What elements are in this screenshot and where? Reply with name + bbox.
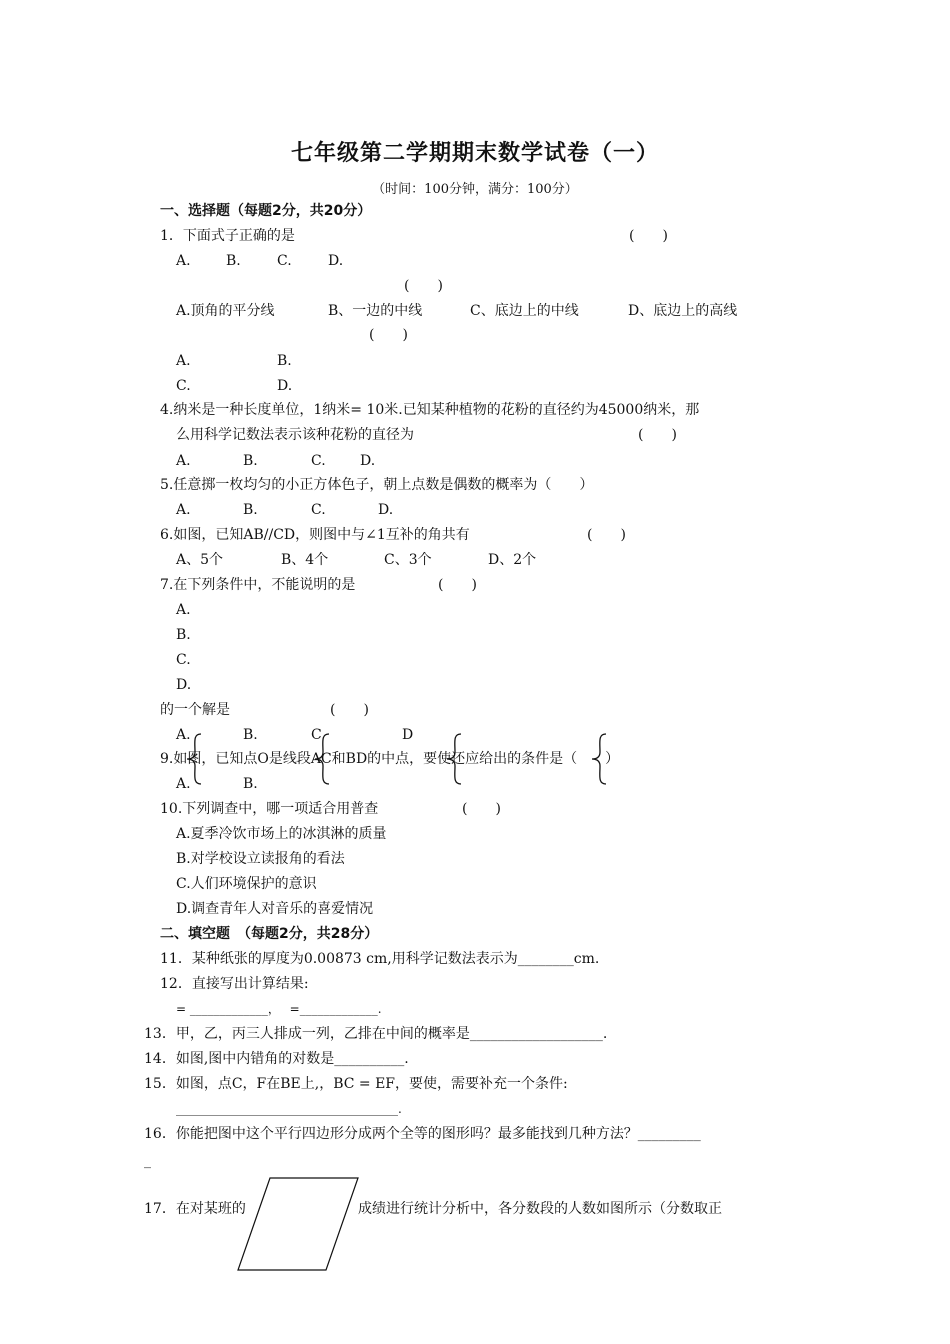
q2-option-c: C、底边上的中线 <box>470 303 579 319</box>
q1-option-a: A. <box>176 253 191 269</box>
q7-stem: 7.在下列条件中，不能说明的是 <box>160 577 356 593</box>
q8-option-d: D <box>402 727 414 743</box>
page-title: 七年级第二学期期末数学试卷（一） <box>290 141 659 166</box>
q15-stem: 15．如图，点C，F在BE上,，BC = EF，要使，需要补充一个条件: <box>144 1076 568 1092</box>
q9-option-a: A. <box>176 776 191 792</box>
parallelogram-figure <box>230 1172 370 1276</box>
q9-stem: 9.如图，已知点O是线段AC和BD的中点，要使还应给出的条件是（ ） <box>160 751 620 767</box>
q8-option-c: C <box>311 727 322 743</box>
q6-option-d: D、2个 <box>488 552 537 568</box>
q6-option-b: B、4个 <box>281 552 329 568</box>
q2-paren: ( ) <box>404 278 443 294</box>
q13-text: 13．甲，乙，丙三人排成一列，乙排在中间的概率是___________________. <box>144 1026 608 1042</box>
q11-text: 11．某种纸张的厚度为0.00873 cm,用科学记数法表示为________cm. <box>160 951 600 967</box>
q3-option-d: D. <box>277 378 293 394</box>
q10-stem: 10.下列调查中，哪一项适合用普查 <box>160 801 379 817</box>
q12-answers: = _____________， =_____________. <box>176 1002 382 1016</box>
q10-option-c: C.人们环境保护的意识 <box>176 876 317 892</box>
q7-option-d: D. <box>176 677 192 693</box>
q4-paren: ( ) <box>638 427 677 443</box>
q6-option-c: C、3个 <box>384 552 432 568</box>
q10-option-d: D.调查青年人对音乐的喜爱情况 <box>176 901 374 917</box>
q7-paren: ( ) <box>438 577 477 593</box>
q5-option-d: D. <box>378 502 394 518</box>
q10-option-b: B.对学校设立读报角的看法 <box>176 851 345 867</box>
q3-option-a: A. <box>176 353 191 369</box>
q1-option-d: D. <box>328 253 344 269</box>
q7-option-b: B. <box>176 627 191 643</box>
exam-info: （时间：100分钟，满分：100分） <box>372 182 578 197</box>
q5-stem: 5.任意掷一枚均匀的小正方体色子，朝上点数是偶数的概率为（ ） <box>160 477 594 493</box>
q4-stem-line2: 么用科学记数法表示该种花粉的直径为 <box>176 427 414 443</box>
q9-option-b: B. <box>243 776 258 792</box>
q4-stem-line1: 4.纳米是一种长度单位，1纳米= 10米.已知某种植物的花粉的直径约为45000纳米，那 <box>160 402 700 418</box>
q1-option-c: C. <box>277 253 292 269</box>
q12-stem: 12．直接写出计算结果: <box>160 976 309 992</box>
section2-heading: 二、填空题 （每题2分，共28分） <box>160 926 379 942</box>
q8-option-b: B. <box>243 727 258 743</box>
section1-heading: 一、选择题（每题2分，共20分） <box>160 203 372 219</box>
q10-paren: ( ) <box>462 801 501 817</box>
q1-option-b: B. <box>226 253 241 269</box>
q2-option-b: B、一边的中线 <box>328 303 423 319</box>
q8-paren: ( ) <box>330 702 369 718</box>
q4-option-a: A. <box>176 453 191 469</box>
q10-option-a: A.夏季冷饮市场上的冰淇淋的质量 <box>176 826 387 842</box>
q3-option-b: B. <box>277 353 292 369</box>
q6-option-a: A、5个 <box>176 552 224 568</box>
q8-option-a: A. <box>176 727 191 743</box>
q2-option-d: D、底边上的高线 <box>628 303 738 319</box>
q15-blank: _____________________________________. <box>176 1102 402 1116</box>
q1-paren: ( ) <box>629 228 668 244</box>
q16-text: 16．你能把图中这个平行四边形分成两个全等的图形吗？最多能找到几种方法？_________ <box>144 1126 701 1142</box>
q5-option-b: B. <box>243 502 258 518</box>
q17-text-part2: 成绩进行统计分析中，各分数段的人数如图所示（分数取正 <box>358 1201 722 1217</box>
q14-text: 14．如图,图中内错角的对数是__________. <box>144 1051 409 1067</box>
q4-option-b: B. <box>243 453 258 469</box>
q6-paren: ( ) <box>587 527 626 543</box>
q7-option-c: C. <box>176 652 191 668</box>
q5-option-a: A. <box>176 502 191 518</box>
q3-paren: ( ) <box>369 327 408 343</box>
q17-text-part1: 17．在对某班的 <box>144 1201 246 1217</box>
q3-option-c: C. <box>176 378 191 394</box>
q4-option-c: C. <box>311 453 326 469</box>
q2-option-a: A.顶角的平分线 <box>176 303 275 319</box>
q16-continuation: _ <box>144 1153 151 1169</box>
q1-stem: 1．下面式子正确的是 <box>160 228 295 244</box>
q4-option-d: D. <box>360 453 376 469</box>
q5-option-c: C. <box>311 502 326 518</box>
q8-stem: 的一个解是 <box>160 702 230 718</box>
q6-stem: 6.如图，已知AB//CD，则图中与∠1互补的角共有 <box>160 527 470 543</box>
q7-option-a: A. <box>176 602 191 618</box>
